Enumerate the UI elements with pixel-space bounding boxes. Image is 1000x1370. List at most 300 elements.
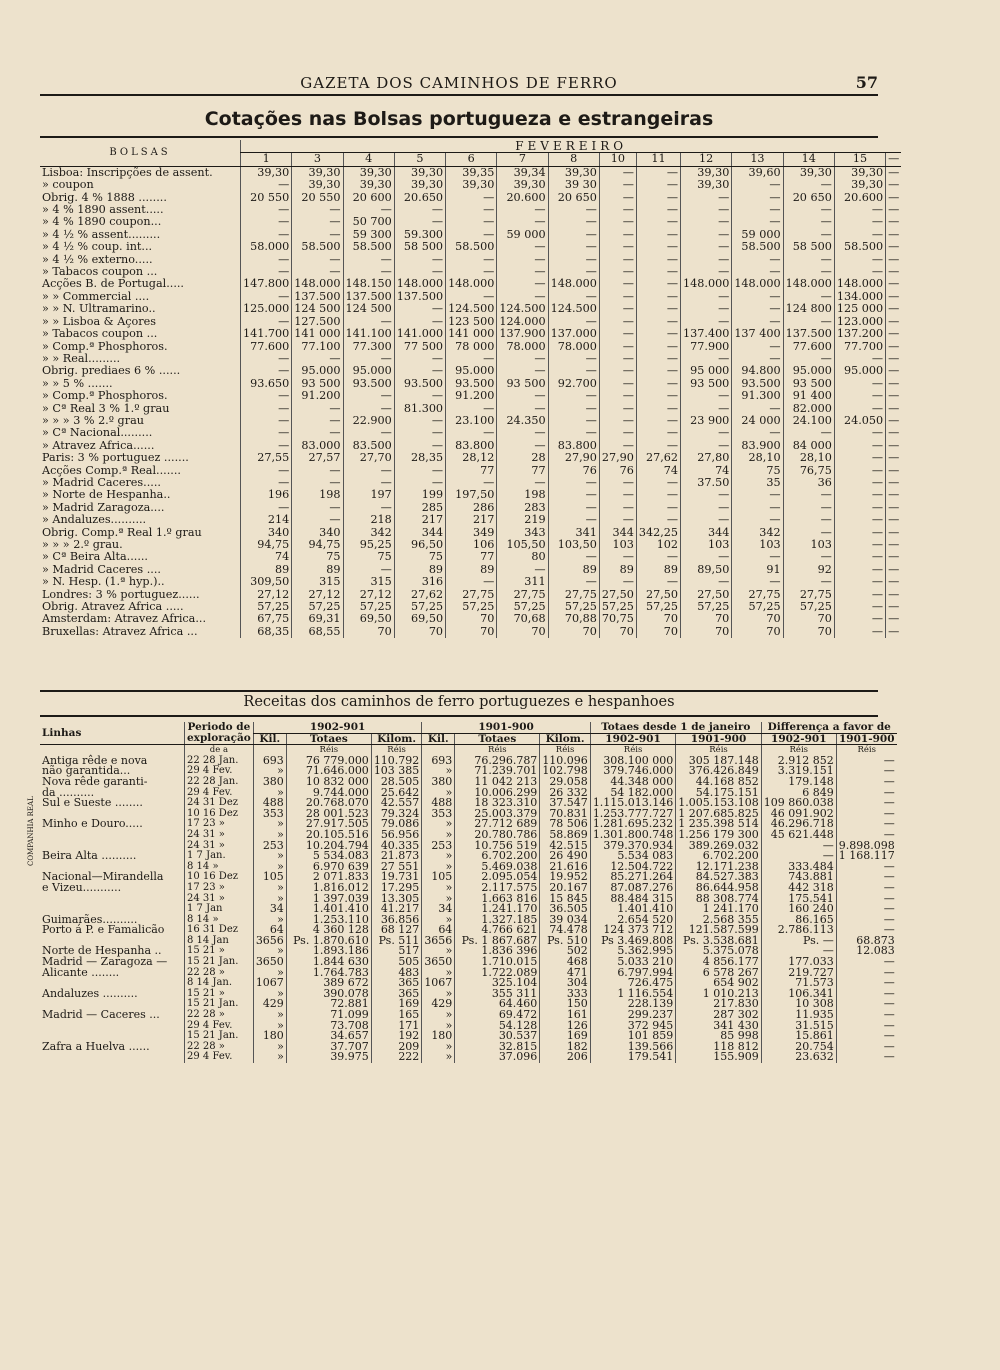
receipt-cell-a2: 86.644.958 — [676, 883, 761, 894]
quote-cell: 124.000 — [497, 316, 548, 328]
quote-cell: 68,55 — [292, 626, 343, 638]
receipt-cell-a1: 6.797.994 — [590, 968, 675, 979]
quote-cell: 344 — [599, 527, 636, 539]
receipt-cell-d1: 175.541 — [761, 894, 836, 905]
receipt-cell-km2: 110.096 — [540, 756, 591, 767]
receipt-cell-k2: » — [422, 915, 455, 926]
receipt-cell-a1: 1.115.013.146 — [590, 798, 675, 809]
receipt-cell-d1: 219.727 — [761, 968, 836, 979]
quote-cell: 148.000 — [394, 278, 445, 290]
day-header: 3 — [292, 153, 343, 166]
line-label — [40, 1052, 185, 1063]
receipt-cell-km1: 25.642 — [371, 788, 422, 799]
receipt-cell-km1: 79.086 — [371, 819, 422, 830]
totaes-col-header: Totaes — [455, 733, 540, 745]
quote-cell: — — [497, 477, 548, 489]
row-label: » » N. Ultramarino.. — [42, 303, 156, 316]
quote-cell: 91.200 — [292, 390, 343, 402]
receipt-cell-a1: 726.475 — [590, 978, 675, 989]
quote-cell: — — [834, 378, 885, 390]
table-row — [40, 551, 901, 563]
quote-cell: — — [834, 576, 885, 588]
receipt-cell-d1: 86.165 — [761, 915, 836, 926]
receipt-cell-k1: 34 — [253, 904, 286, 915]
receipt-cell-d2: — — [836, 925, 896, 936]
receipt-cell-km1: 222 — [371, 1052, 422, 1063]
quote-cell: 93.500 — [394, 378, 445, 390]
receipt-cell-km1: 27 551 — [371, 862, 422, 873]
day-header: 5 — [394, 153, 445, 166]
quote-cell: 74 — [681, 465, 732, 477]
quote-cell: — — [599, 241, 636, 253]
quote-cell: — — [732, 502, 783, 514]
receipt-cell-d2: — — [836, 968, 896, 979]
receipt-cell-t1: 390.078 — [286, 989, 371, 1000]
receipt-cell-k1: » — [253, 894, 286, 905]
quote-cell: — — [599, 254, 636, 266]
quote-cell: 76 — [548, 465, 599, 477]
receipt-cell-k1: » — [253, 883, 286, 894]
quote-cell: — — [636, 316, 680, 328]
receipt-cell-k1: 3656 — [253, 936, 286, 947]
quote-cell: — — [681, 216, 732, 228]
quote-cell: — — [394, 440, 445, 452]
quote-cell: 28,35 — [394, 452, 445, 464]
receipt-cell-a1: 139.566 — [590, 1042, 675, 1053]
day-header: 13 — [732, 153, 783, 166]
quote-cell: 124 500 — [292, 303, 343, 315]
quote-cell: 93 500 — [292, 378, 343, 390]
quote-cell: 283 — [497, 502, 548, 514]
table-row — [40, 390, 901, 402]
quote-cell: — — [886, 489, 902, 501]
receipt-cell-k1: » — [253, 968, 286, 979]
quote-cell: 78 000 — [446, 341, 497, 353]
line-label — [40, 894, 185, 905]
receipt-cell-d1: — — [761, 851, 836, 862]
quote-cell: — — [732, 291, 783, 303]
quote-cell: — — [241, 216, 292, 228]
receipt-cell-k2: » — [422, 1042, 455, 1053]
receipt-cell-per: 17 23 » — [185, 883, 254, 894]
receipt-cell-t2: 4.766 621 — [455, 925, 540, 936]
quote-cell: — — [343, 403, 394, 415]
receipt-cell-a2: 6 578 267 — [676, 968, 761, 979]
quote-cell: — — [241, 229, 292, 241]
receipt-cell-t1: 71.099 — [286, 1010, 371, 1021]
receipt-cell-a2: 1 235.398 514 — [676, 819, 761, 830]
receipt-cell-k2: 34 — [422, 904, 455, 915]
quote-cell: — — [292, 229, 343, 241]
quote-cell: — — [548, 390, 599, 402]
quote-cell: 39,30 — [548, 166, 599, 179]
quote-cell: — — [783, 179, 834, 191]
receipt-cell-km2: 102.798 — [540, 766, 591, 777]
line-label: Antiga rêde e nova — [42, 753, 148, 767]
quote-cell: 27,50 — [636, 589, 680, 601]
quote-cell: 58.500 — [834, 241, 885, 253]
receipt-cell-t1: 10 832 000 — [286, 777, 371, 788]
receipt-cell-k1: 1067 — [253, 978, 286, 989]
quote-cell: 27,50 — [599, 589, 636, 601]
quote-cell: 309,50 — [241, 576, 292, 588]
receipt-cell-km2: 70.831 — [540, 809, 591, 820]
quote-cell: — — [548, 427, 599, 439]
table-row — [40, 1021, 897, 1032]
quote-cell: — — [599, 166, 636, 179]
quote-cell: 343 — [497, 527, 548, 539]
table-row — [40, 365, 901, 377]
quote-cell: — — [599, 266, 636, 278]
quote-cell: — — [548, 241, 599, 253]
quote-cell: — — [548, 502, 599, 514]
quote-cell: 70 — [783, 626, 834, 638]
quote-cell: — — [681, 266, 732, 278]
quote-cell: 218 — [343, 514, 394, 526]
receipts-section-title: Receitas dos caminhos de ferro portuguezes e hespanhoes — [243, 694, 675, 710]
quote-cell: — — [886, 539, 902, 551]
quote-cell: — — [783, 489, 834, 501]
quote-cell: — — [599, 427, 636, 439]
quote-cell: — — [732, 316, 783, 328]
receipt-cell-k2: 3656 — [422, 936, 455, 947]
quote-cell: — — [886, 303, 902, 315]
quote-cell: 103,50 — [548, 539, 599, 551]
quote-cell: 342,25 — [636, 527, 680, 539]
quote-cell: — — [732, 266, 783, 278]
receipt-cell-k2: 488 — [422, 798, 455, 809]
quote-cell: 83.000 — [292, 440, 343, 452]
row-label: » Cª Nacional......... — [42, 427, 153, 440]
receipt-cell-k2: » — [422, 766, 455, 777]
quote-cell: — — [886, 192, 902, 204]
quote-cell: 148.000 — [681, 278, 732, 290]
quote-cell: — — [886, 166, 902, 179]
diff-1901-header: 1901-900 — [836, 733, 896, 745]
receipt-cell-k1: » — [253, 915, 286, 926]
receipt-cell-k1: » — [253, 1021, 286, 1032]
receipt-cell-km2: 21.616 — [540, 862, 591, 873]
row-label: Acções Comp.ª Real....... — [42, 464, 181, 477]
quote-cell: — — [497, 353, 548, 365]
receipt-cell-km2: 468 — [540, 957, 591, 968]
receipt-cell-k2: 380 — [422, 777, 455, 788]
quote-cell: — — [394, 427, 445, 439]
quote-cell: 70 — [636, 613, 680, 625]
line-label — [40, 1021, 185, 1032]
quote-cell: — — [732, 427, 783, 439]
quote-cell: 74 — [636, 465, 680, 477]
receipt-cell-km1: 209 — [371, 1042, 422, 1053]
quote-cell: 89,50 — [681, 564, 732, 576]
quote-cell: 27,12 — [343, 589, 394, 601]
quote-cell: 57,25 — [292, 601, 343, 613]
receipt-cell-d2: — — [836, 819, 896, 830]
receipt-cell-a2: 654 902 — [676, 978, 761, 989]
receipt-cell-d1: 46 091.902 — [761, 809, 836, 820]
quote-cell: 89 — [241, 564, 292, 576]
quote-cell: — — [241, 477, 292, 489]
receipt-cell-km2: 42.515 — [540, 841, 591, 852]
row-label: » Comp.ª Phosphoros. — [42, 340, 168, 353]
quote-cell: 24.350 — [497, 415, 548, 427]
quote-cell: — — [599, 365, 636, 377]
line-label: Zafra a Huelva ...... — [42, 1039, 150, 1053]
row-label: » Cª Beira Alta...... — [42, 551, 148, 564]
quote-cell: — — [636, 229, 680, 241]
receipt-cell-k2: » — [422, 819, 455, 830]
quote-cell: 75 — [394, 551, 445, 563]
receipt-cell-k1: 253 — [253, 841, 286, 852]
kilom-header: Kilom. — [371, 733, 422, 745]
receipt-cell-a1: 179.541 — [590, 1052, 675, 1063]
row-label: » Cª Real 3 % 1.º grau — [42, 402, 170, 415]
quote-cell: 20.600 — [497, 192, 548, 204]
quote-cell: 70,88 — [548, 613, 599, 625]
quote-cell: 57,25 — [636, 601, 680, 613]
quote-cell: — — [681, 489, 732, 501]
receipt-cell-km1: 56.956 — [371, 830, 422, 841]
receipt-cell-a2: 305 187.148 — [676, 756, 761, 767]
receipt-cell-k2: » — [422, 788, 455, 799]
quote-cell: — — [548, 489, 599, 501]
quote-cell: 58 500 — [394, 241, 445, 253]
reis-label: Réis — [761, 745, 836, 756]
quote-cell: — — [599, 353, 636, 365]
quote-cell: 103 — [599, 539, 636, 551]
row-label: » » Lisboa & Açores — [42, 315, 156, 328]
quote-cell: 217 — [394, 514, 445, 526]
receipt-cell-t2: 1.241.170 — [455, 904, 540, 915]
receipt-cell-t2: 30.537 — [455, 1031, 540, 1042]
receipt-cell-per: 24 31 » — [185, 841, 254, 852]
row-label: Londres: 3 % portuguez...... — [42, 588, 200, 601]
row-label: » 4 ½ % coup. int... — [42, 241, 153, 254]
quote-cell: 141.100 — [343, 328, 394, 340]
receipt-cell-t2: 1.663 816 — [455, 894, 540, 905]
quote-cell: 70 — [394, 626, 445, 638]
receipt-cell-k1: 64 — [253, 925, 286, 936]
quote-cell: — — [886, 403, 902, 415]
quote-cell: — — [394, 390, 445, 402]
quote-cell: 93 500 — [681, 378, 732, 390]
line-label: não garantida... — [42, 764, 131, 778]
row-label: » 4 ½ % externo..... — [42, 253, 153, 266]
year-1902-header: 1902-901 — [253, 722, 422, 733]
reis-label: Réis — [540, 745, 591, 756]
quote-cell: — — [636, 489, 680, 501]
quote-cell: — — [497, 216, 548, 228]
table-row — [40, 968, 897, 979]
quote-cell: — — [343, 465, 394, 477]
quote-cell: — — [681, 390, 732, 402]
receipt-cell-k2: » — [422, 968, 455, 979]
receipt-cell-a1: 299.237 — [590, 1010, 675, 1021]
receipt-cell-per: 24 31 » — [185, 894, 254, 905]
receipt-cell-k1: 105 — [253, 872, 286, 883]
quote-cell: — — [681, 514, 732, 526]
receipt-cell-t2: 6.702.200 — [455, 851, 540, 862]
receipt-cell-km2: 29.058 — [540, 777, 591, 788]
quote-cell: — — [886, 229, 902, 241]
quote-cell: — — [783, 353, 834, 365]
quote-cell: — — [636, 328, 680, 340]
receipt-cell-t2: 25.003.379 — [455, 809, 540, 820]
quote-cell: — — [886, 241, 902, 253]
receipt-cell-km1: 41.217 — [371, 904, 422, 915]
quote-cell: — — [681, 204, 732, 216]
quote-cell: — — [548, 254, 599, 266]
receipt-cell-km1: 36.856 — [371, 915, 422, 926]
receipt-cell-a1: 379.370.934 — [590, 841, 675, 852]
receipt-cell-t2: 11 042 213 — [455, 777, 540, 788]
quote-cell: — — [681, 440, 732, 452]
quote-cell: — — [292, 266, 343, 278]
quote-cell: 70 — [446, 613, 497, 625]
quote-cell: 349 — [446, 527, 497, 539]
receipt-cell-per: 17 23 » — [185, 819, 254, 830]
quote-cell: — — [394, 316, 445, 328]
page-number: 57 — [855, 73, 878, 92]
quote-cell: 58.500 — [343, 241, 394, 253]
quote-cell: — — [599, 477, 636, 489]
receipt-cell-k1: » — [253, 1010, 286, 1021]
receipt-cell-a1: Ps 3.469.808 — [590, 936, 675, 947]
receipt-cell-t1: 20.768.070 — [286, 798, 371, 809]
quote-cell: 93.500 — [446, 378, 497, 390]
quote-cell: — — [886, 204, 902, 216]
quote-cell: 285 — [394, 502, 445, 514]
quote-cell: 137.900 — [497, 328, 548, 340]
receipt-cell-per: 29 4 Fev. — [185, 766, 254, 777]
quote-cell: — — [783, 216, 834, 228]
receipt-cell-a1: 85.271.264 — [590, 872, 675, 883]
line-label: Beira Alta .......... — [42, 849, 137, 863]
row-label: » » Commercial .... — [42, 290, 150, 303]
receipt-cell-k1: » — [253, 766, 286, 777]
quote-cell: — — [636, 254, 680, 266]
receipt-cell-d2: — — [836, 999, 896, 1010]
quote-cell: 57,25 — [241, 601, 292, 613]
table-row — [40, 1052, 897, 1063]
receipt-cell-per: 29 4 Fev. — [185, 1052, 254, 1063]
quote-cell: — — [548, 353, 599, 365]
receipt-cell-k1: 488 — [253, 798, 286, 809]
quote-cell: — — [783, 502, 834, 514]
quote-cell: 137.500 — [394, 291, 445, 303]
quote-cell: — — [548, 477, 599, 489]
table-row — [40, 862, 897, 873]
quote-cell: — — [834, 452, 885, 464]
quote-cell: — — [599, 489, 636, 501]
receipt-cell-d2: — — [836, 1010, 896, 1021]
receipt-cell-d2: — — [836, 894, 896, 905]
receipt-cell-t1: 28 001.523 — [286, 809, 371, 820]
quote-cell: — — [636, 365, 680, 377]
receipt-cell-a2: 121.587.599 — [676, 925, 761, 936]
table-row — [40, 798, 897, 809]
quote-cell: 124.500 — [446, 303, 497, 315]
quote-cell: 39,30 — [394, 179, 445, 191]
quote-cell: — — [394, 303, 445, 315]
receipt-cell-d1: 179.148 — [761, 777, 836, 788]
quote-cell: — — [834, 465, 885, 477]
quote-cell: 341 — [548, 527, 599, 539]
quote-cell: 94,75 — [292, 539, 343, 551]
quote-cell: 22.900 — [343, 415, 394, 427]
quote-cell: 58 500 — [783, 241, 834, 253]
table-row — [40, 946, 897, 957]
quote-cell: — — [636, 378, 680, 390]
differenca-header: Differença a favor de — [761, 722, 896, 733]
receipt-cell-per: 29 4 Fev. — [185, 788, 254, 799]
quote-cell: — — [636, 266, 680, 278]
quote-cell: 74 — [241, 551, 292, 563]
journal-title: GAZETA DOS CAMINHOS DE FERRO — [300, 74, 618, 92]
receipt-cell-d2: — — [836, 830, 896, 841]
receipt-cell-d1: — — [761, 841, 836, 852]
quote-cell: — — [732, 204, 783, 216]
quote-cell: 70 — [343, 626, 394, 638]
receipt-cell-per: 15 21 » — [185, 989, 254, 1000]
receipt-cell-km1: 21.873 — [371, 851, 422, 862]
reis-label: Réis — [455, 745, 540, 756]
quote-cell: 196 — [241, 489, 292, 501]
receipt-cell-per: 1 7 Jan. — [185, 851, 254, 862]
receipt-cell-k2: 1067 — [422, 978, 455, 989]
quote-cell: — — [834, 204, 885, 216]
quote-cell: 124 800 — [783, 303, 834, 315]
receipt-cell-a2: 88 308.774 — [676, 894, 761, 905]
quote-cell: — — [292, 514, 343, 526]
quote-cell: 125.000 — [241, 303, 292, 315]
quote-cell: — — [886, 502, 902, 514]
stock-quotes-table — [40, 140, 901, 638]
quote-cell: — — [681, 316, 732, 328]
quote-cell: 148.000 — [834, 278, 885, 290]
receipt-cell-t1: 71.646.000 — [286, 766, 371, 777]
receipt-cell-d1: 15.861 — [761, 1031, 836, 1042]
quote-cell: 315 — [292, 576, 343, 588]
quote-cell: — — [446, 216, 497, 228]
quote-cell: 102 — [636, 539, 680, 551]
receipt-cell-t2: 18 323.310 — [455, 798, 540, 809]
receipt-cell-k2: 353 — [422, 809, 455, 820]
quote-cell: — — [681, 403, 732, 415]
quote-cell: — — [497, 564, 548, 576]
quote-cell: — — [292, 465, 343, 477]
line-label: Porto á P. e Famalicão — [42, 923, 165, 937]
quote-cell: — — [599, 278, 636, 290]
quote-cell: — — [783, 427, 834, 439]
quote-cell: — — [783, 551, 834, 563]
quote-cell: 27,90 — [548, 452, 599, 464]
receipt-cell-km2: Ps. 510 — [540, 936, 591, 947]
receipt-cell-d1: 743.881 — [761, 872, 836, 883]
line-label: Nova rêde garanti- — [42, 774, 148, 788]
quote-cell: — — [343, 204, 394, 216]
line-label: Sul e Sueste ........ — [42, 796, 143, 810]
quote-cell: 27,75 — [446, 589, 497, 601]
quote-cell: 141.000 — [394, 328, 445, 340]
quote-cell: 57,25 — [681, 601, 732, 613]
reis-label: Réis — [590, 745, 675, 756]
quote-cell: 77.900 — [681, 341, 732, 353]
quote-cell: 70 — [681, 626, 732, 638]
quote-cell: 70 — [783, 613, 834, 625]
table-row — [40, 328, 901, 340]
quote-cell: — — [343, 564, 394, 576]
